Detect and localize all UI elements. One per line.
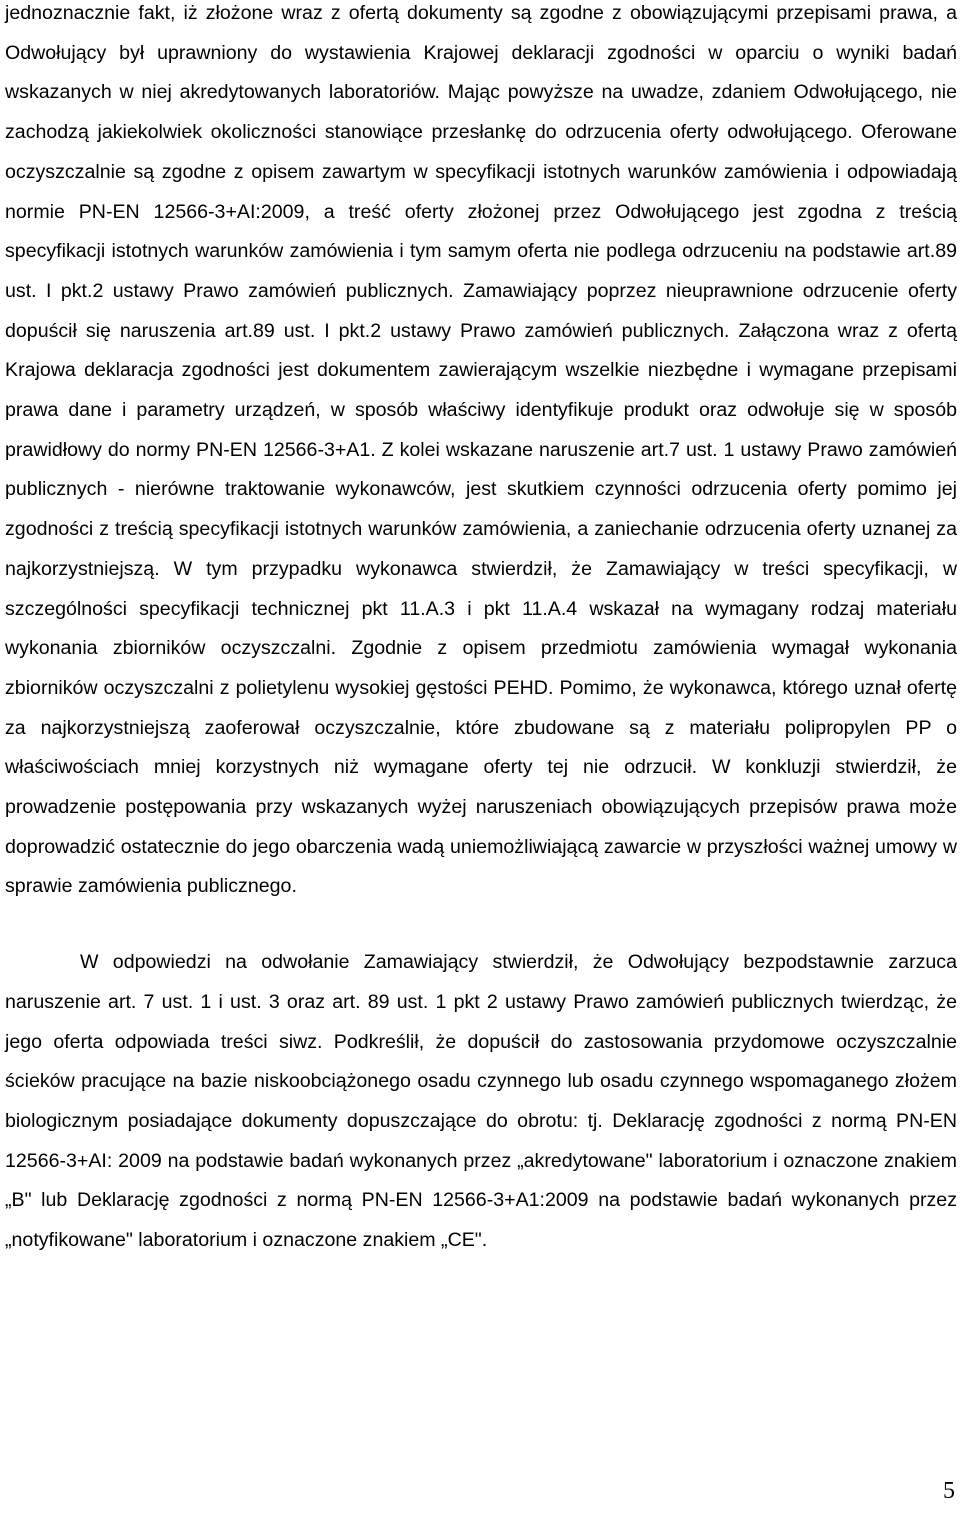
page-number: 5: [943, 1478, 955, 1504]
paragraph-2: W odpowiedzi na odwołanie Zamawiający stwierdził, że Odwołujący bezpodstawnie zarzuca naruszenie art. 7 ust. 1 i ust. 3 oraz art. 89 ust. 1 pkt 2 ustawy Prawo zamówień publicznych twierdząc, że jego oferta odpowiada treści siwz. Podkreślił, że dopuścił do zastosowania przydomowe oczyszczalnie ścieków pracujące na bazie niskoobciążonego osadu czynnego lub osadu czynnego wspomaganego złożem biologicznym posiadające dokumenty dopuszczające do obrotu: tj. Deklarację zgodności z normą PN-EN 12566-3+AI: 2009 na podstawie badań wykonanych przez „akredytowane" laboratorium i oznaczone znakiem „B" lub Deklarację zgodności z normą PN-EN 12566-3+A1:2009 na podstawie badań wykonanych przez „notyfikowane" laboratorium i oznaczone znakiem „CE".: [5, 951, 957, 1252]
document-page: [5, 0, 957, 1261]
paragraph-1: jednoznacznie fakt, iż złożone wraz z ofertą dokumenty są zgodne z obowiązującymi przepisami prawa, a Odwołujący był uprawniony do wystawienia Krajowej deklaracji zgodności w oparciu o wyniki badań wskazanych w niej akredytowanych laboratoriów. Mając powyższe na uwadze, zdaniem Odwołującego, nie zachodzą jakiekolwiek okoliczności stanowiące przesłankę do odrzucenia oferty odwołującego. Oferowane oczyszczalnie są zgodne z opisem zawartym w specyfikacji istotnych warunków zamówienia i odpowiadają normie PN-EN 12566-3+AI:2009, a treść oferty złożonej przez Odwołującego jest zgodna z treścią specyfikacji istotnych warunków zamówienia i tym samym oferta nie podlega odrzuceniu na podstawie art.89 ust. I pkt.2 ustawy Prawo zamówień publicznych. Zamawiający poprzez nieuprawnione odrzucenie oferty dopuścił się naruszenia art.89 ust. I pkt.2 ustawy Prawo zamówień publicznych. Załączona wraz z ofertą Krajowa deklaracja zgodności jest dokumentem zawierającym wszelkie niezbędne i wymagane przepisami prawa dane i parametry urządzeń, w sposób właściwy identyfikuje produkt oraz odwołuje się w sposób prawidłowy do normy PN-EN 12566-3+A1. Z kolei wskazane naruszenie art.7 ust. 1 ustawy Prawo zamówień publicznych - nierówne traktowanie wykonawców, jest skutkiem czynności odrzucenia oferty pomimo jej zgodności z treścią specyfikacji istotnych warunków zamówienia, a zaniechanie odrzucenia oferty uznanej za najkorzystniejszą. W tym przypadku wykonawca stwierdził, że Zamawiający w treści specyfikacji, w szczególności specyfikacji technicznej pkt 11.A.3 i pkt 11.A.4 wskazał na wymagany rodzaj materiału wykonania zbiorników oczyszczalni. Zgodnie z opisem przedmiotu zamówienia wymagał wykonania zbiorników oczyszczalni z polietylenu wysokiej gęstości PEHD. Pomimo, że wykonawca, którego uznał ofertę za najkorzystniejszą zaoferował oczyszczalnie, które zbudowane są z materiału polipropylen PP o właściwościach mniej korzystnych niż wymagane oferty tej nie odrzucił. W konkluzji stwierdził, że prowadzenie postępowania przy wskazanych wyżej naruszeniach obowiązujących przepisów prawa może doprowadzić ostatecznie do jego obarczenia wadą uniemożliwiającą zawarcie w przyszłości ważnej umowy w sprawie zamówienia publicznego.: [5, 2, 957, 898]
